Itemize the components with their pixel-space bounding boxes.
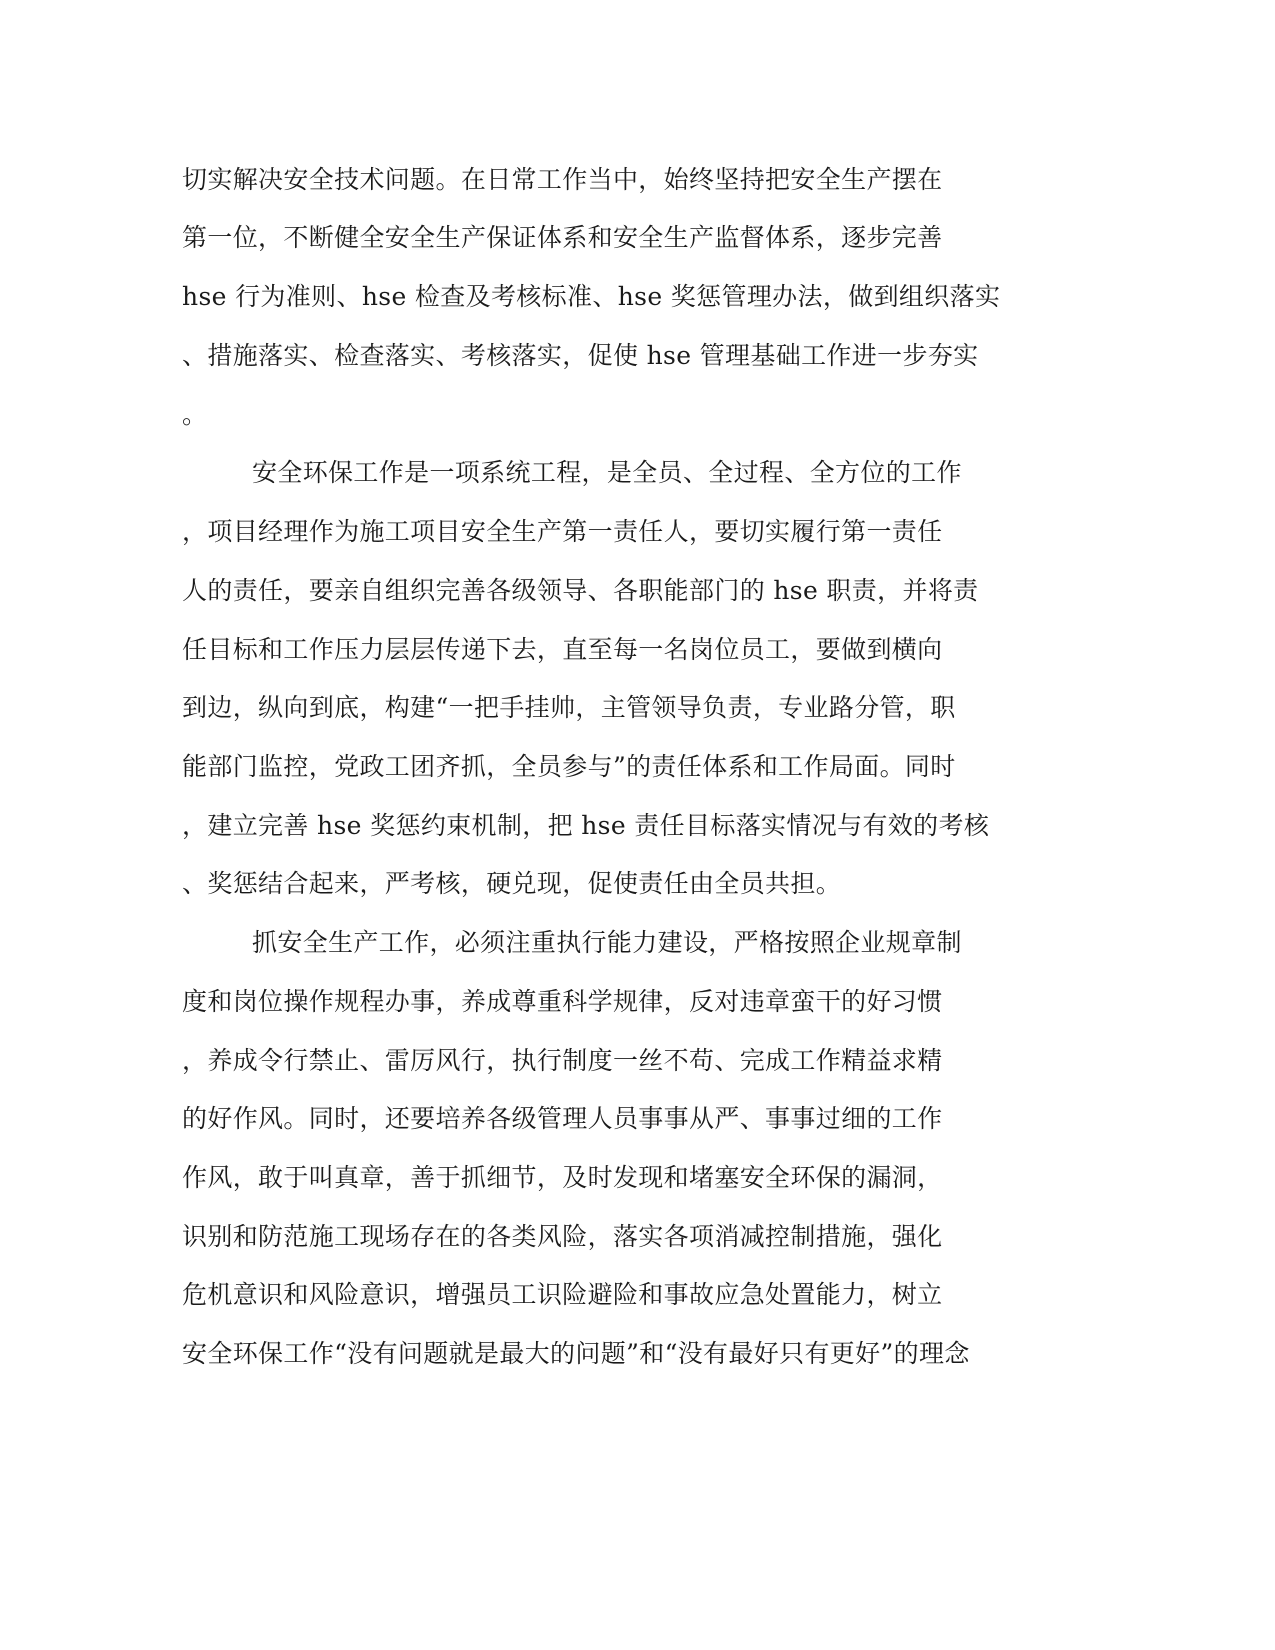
text-line: 。 <box>182 400 208 429</box>
text-line: 安全环保工作是一项系统工程，是全员、全过程、全方位的工作 <box>252 458 962 487</box>
text-line: 任目标和工作压力层层传递下去，直至每一名岗位员工，要做到横向 <box>182 635 943 664</box>
text-line: ，建立完善 hse 奖惩约束机制，把 hse 责任目标落实情况与有效的考核 <box>182 811 990 840</box>
text-line: 人的责任，要亲自组织完善各级领导、各职能部门的 hse 职责，并将责 <box>182 576 979 605</box>
text-line: 到边，纵向到底，构建“一把手挂帅，主管领导负责，专业路分管，职 <box>182 693 956 722</box>
text-line: 第一位，不断健全安全生产保证体系和安全生产监督体系，逐步完善 <box>182 223 943 252</box>
text-line: hse 行为准则、hse 检查及考核标准、hse 奖惩管理办法，做到组织落实 <box>182 282 1001 311</box>
text-line: 识别和防范施工现场存在的各类风险，落实各项消减控制措施，强化 <box>182 1222 943 1251</box>
text-line: 度和岗位操作规程办事，养成尊重科学规律，反对违章蛮干的好习惯 <box>182 987 943 1016</box>
text-line: 的好作风。同时，还要培养各级管理人员事事从严、事事过细的工作 <box>182 1104 943 1133</box>
text-line: 作风，敢于叫真章，善于抓细节，及时发现和堵塞安全环保的漏洞， <box>182 1163 943 1192</box>
text-line: 能部门监控，党政工团齐抓，全员参与”的责任体系和工作局面。同时 <box>182 752 956 781</box>
text-line: 、奖惩结合起来，严考核，硬兑现，促使责任由全员共担。 <box>182 869 842 898</box>
text-line: ，养成令行禁止、雷厉风行，执行制度一丝不苟、完成工作精益求精 <box>182 1046 943 1075</box>
text-line: 抓安全生产工作，必须注重执行能力建设，严格按照企业规章制 <box>252 928 962 957</box>
text-line: 、措施落实、检查落实、考核落实，促使 hse 管理基础工作进一步夯实 <box>182 341 979 370</box>
text-line: 切实解决安全技术问题。在日常工作当中，始终坚持把安全生产摆在 <box>182 165 943 194</box>
text-line: 安全环保工作“没有问题就是最大的问题”和“没有最好只有更好”的理念 <box>182 1339 970 1368</box>
text-line: ，项目经理作为施工项目安全生产第一责任人，要切实履行第一责任 <box>182 517 943 546</box>
text-line: 危机意识和风险意识，增强员工识险避险和事故应急处置能力，树立 <box>182 1280 943 1309</box>
